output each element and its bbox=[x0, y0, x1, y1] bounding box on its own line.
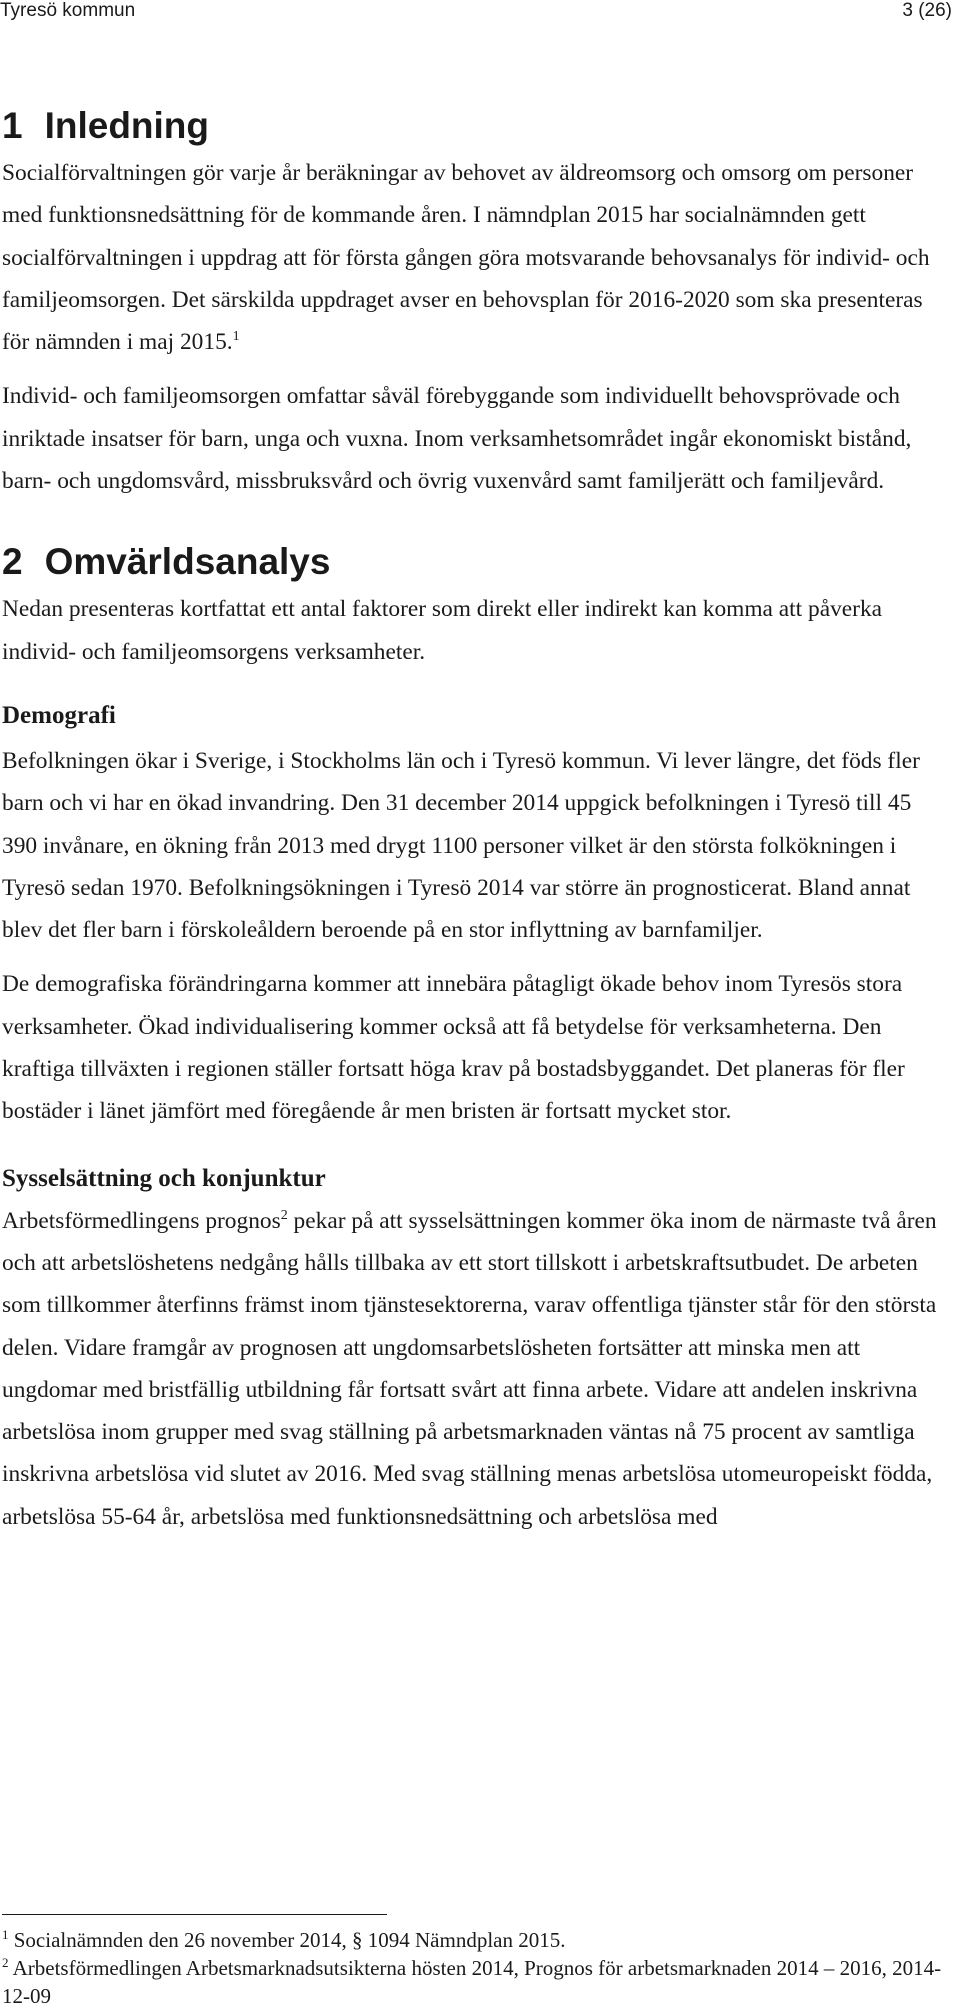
demografi-paragraph-1: Befolkningen ökar i Sverige, i Stockholms län och i Tyresö kommun. Vi lever längre, det föds fler barn och vi har en ökad invandring. Den 31 december 2014 uppgick befolkningen i Tyresö till 45 390 invånare, en ökning från 2013 med drygt 1100 personer vilket är den största folkökningen i Tyresö sedan 1970. Befolkningsökningen i Tyresö 2014 var större än prognosticerat. Bland annat blev det fler barn i förskoleåldern beroende på en stor inflyttning av barnfamiljer. bbox=[2, 747, 920, 944]
sysselsattning-paragraph bbox=[2, 1200, 952, 1538]
page-number: 3 (26) bbox=[902, 0, 952, 21]
intro-paragraph bbox=[2, 152, 952, 363]
footnote-1 bbox=[2, 1926, 952, 1954]
intro-paragraph-text: Socialförvaltningen gör varje år beräkningar av behovet av äldreomsorg och omsorg om personer med funktionsnedsättning för de kommande åren. I nämndplan 2015 har socialnämnden gett socialförvaltningen i uppdrag att för första gången göra motsvarande behovsanalys för individ- och familjeomsorgen. Det särskilda uppdraget avser en behovsplan för 2016-2020 som ska presenteras för nämnden i maj 2015. bbox=[2, 160, 930, 356]
footnotes bbox=[2, 1926, 952, 2010]
demografi-heading: Demografi bbox=[2, 701, 116, 729]
page-header bbox=[0, 0, 952, 22]
footnote-2-mark: 2 bbox=[2, 1955, 9, 1970]
footnote-1-text: Socialnämnden den 26 november 2014, § 1094 Nämndplan 2015. bbox=[13, 1928, 566, 1952]
footnote-2-text: Arbetsförmedlingen Arbetsmarknadsutsikterna hösten 2014, Prognos för arbetsmarknaden 2014 – 2016, 2014-12-09 bbox=[2, 1956, 942, 2008]
section-2-heading bbox=[2, 540, 952, 584]
footnote-2 bbox=[2, 1954, 952, 2010]
analysis-intro-paragraph: Nedan presenteras kortfattat ett antal faktorer som direkt eller indirekt kan komma att påverka individ- och familjeomsorgens verksamheter. bbox=[2, 596, 883, 665]
section-2-number: 2 bbox=[2, 541, 23, 583]
sysselsattning-text-start: Arbetsförmedlingens prognos bbox=[2, 1207, 281, 1234]
footnote-ref-2[interactable]: 2 bbox=[280, 1207, 288, 1223]
scope-paragraph: Individ- och familjeomsorgen omfattar såväl förebyggande som individuellt behovsprövade och inriktade insatser för barn, unga och vuxna. Inom verksamhetsområdet ingår ekonomiskt bistånd, barn- och ungdomsvård, missbruksvård och övrig vuxenvård samt familjerätt och familjevård. bbox=[2, 383, 912, 495]
footnote-ref-1[interactable]: 1 bbox=[232, 329, 240, 345]
section-1-heading bbox=[2, 104, 952, 148]
document-body bbox=[2, 104, 952, 1538]
demografi-paragraph-2: De demografiska förändringarna kommer att innebära påtagligt ökade behov inom Tyresös stora verksamheter. Ökad individualisering kommer också att få betydelse för verksamheterna. Den kraftiga tillväxten i regionen ställer fortsatt höga krav på bostadsbyggandet. Det planeras för fler bostäder i länet jämfört med föregående år men bristen är fortsatt mycket stor. bbox=[2, 971, 905, 1125]
sysselsattning-text-rest: pekar på att sysselsättningen kommer öka inom de närmaste två åren och att arbetslöshetens nedgång hålls tillbaka av ett stort tillskott i arbetskraftsutbudet. De arbeten som tillkommer återfinns främst inom tjänstesektorerna, varav offentliga tjänster står för den största delen. Vidare framgår av prognosen att ungdomsarbetslösheten fortsätter att minska men att ungdomar med bristfällig utbildning får fortsatt svårt att finna arbete. Vidare att andelen inskrivna arbetslösa inom grupper med svag ställning på arbetsmarknaden väntas nå 75 procent av samtliga inskrivna arbetslösa vid slutet av 2016. Med svag ställning menas arbetslösa utomeuropeiskt födda, arbetslösa 55-64 år, arbetslösa med funktionsnedsättning och arbetslösa med bbox=[2, 1207, 937, 1530]
section-1-number: 1 bbox=[2, 105, 23, 146]
organization-name: Tyresö kommun bbox=[0, 0, 136, 21]
sysselsattning-heading: Sysselsättning och konjunktur bbox=[2, 1164, 326, 1192]
section-2-title: Omvärldsanalys bbox=[44, 541, 331, 583]
section-1-title: Inledning bbox=[44, 105, 210, 146]
footnote-divider bbox=[2, 1914, 387, 1915]
footnote-1-mark: 1 bbox=[2, 1927, 9, 1942]
